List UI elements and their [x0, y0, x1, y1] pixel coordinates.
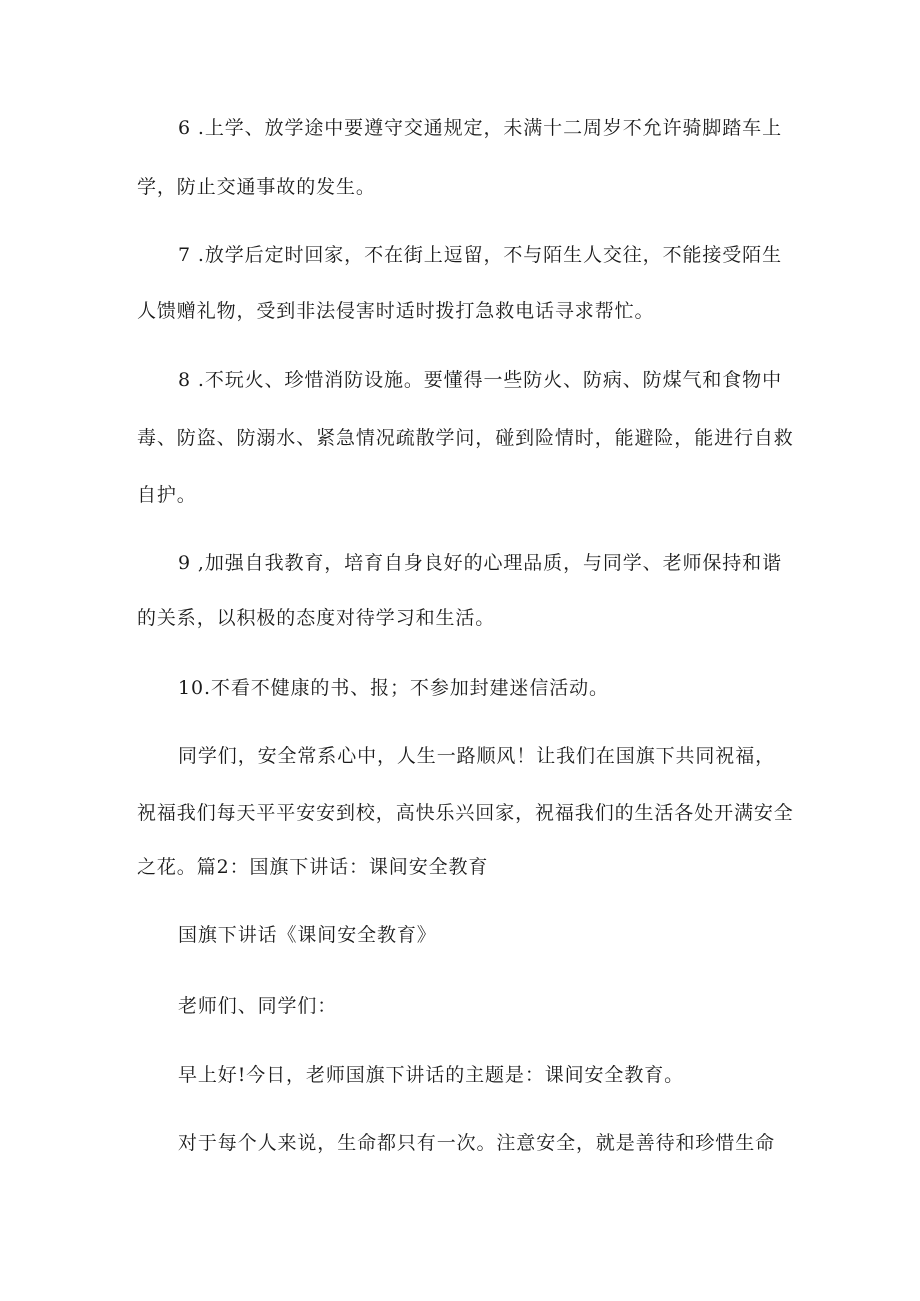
speech-salutation: 老师们、同学们： [178, 995, 338, 1017]
speech-greeting: 早上好!今日，老师国旗下讲话的主题是：课间安全教育。 [178, 1064, 685, 1086]
paragraph-6-line-1: 6 .上学、放学途中要遵守交通规定，未满十二周岁不允许骑脚踏车上 [178, 117, 782, 139]
paragraph-7-line-1: 7 .放学后定时回家，不在街上逗留，不与陌生人交往，不能接受陌生 [178, 244, 782, 266]
closing-paragraph-line-3: 之花。篇2：国旗下讲话：课间安全教育 [137, 856, 489, 878]
closing-paragraph-line-2: 祝福我们每天平平安安到校，高快乐兴回家，祝福我们的生活各处开满安全 [137, 802, 794, 824]
closing-paragraph-line-1: 同学们，安全常系心中，人生一路顺风！让我们在国旗下共同祝福， [178, 745, 776, 767]
paragraph-8-line-1: 8 .不玩火、珍惜消防设施。要懂得一些防火、防病、防煤气和食物中 [178, 369, 782, 391]
paragraph-9-line-1: 9 ,加强自我教育，培育自身良好的心理品质，与同学、老师保持和谐 [178, 552, 782, 574]
paragraph-6-line-2: 学，防止交通事故的发生。 [137, 176, 376, 198]
paragraph-9-line-2: 的关系，以积极的态度对待学习和生活。 [137, 607, 496, 629]
paragraph-10-line-1: 10.不看不健康的书、报；不参加封建迷信活动。 [178, 677, 609, 699]
speech-body-line-1: 对于每个人来说，生命都只有一次。注意安全，就是善待和珍惜生命 [178, 1132, 776, 1154]
paragraph-7-line-2: 人馈赠礼物，受到非法侵害时适时拨打急救电话寻求帮忙。 [137, 300, 655, 322]
paragraph-8-line-2: 毒、防盗、防溺水、紧急情况疏散学问，碰到险情时，能避险，能进行自救 [137, 427, 794, 449]
speech-title: 国旗下讲话《课间安全教育》 [178, 924, 437, 946]
paragraph-8-line-3: 自护。 [137, 484, 197, 506]
